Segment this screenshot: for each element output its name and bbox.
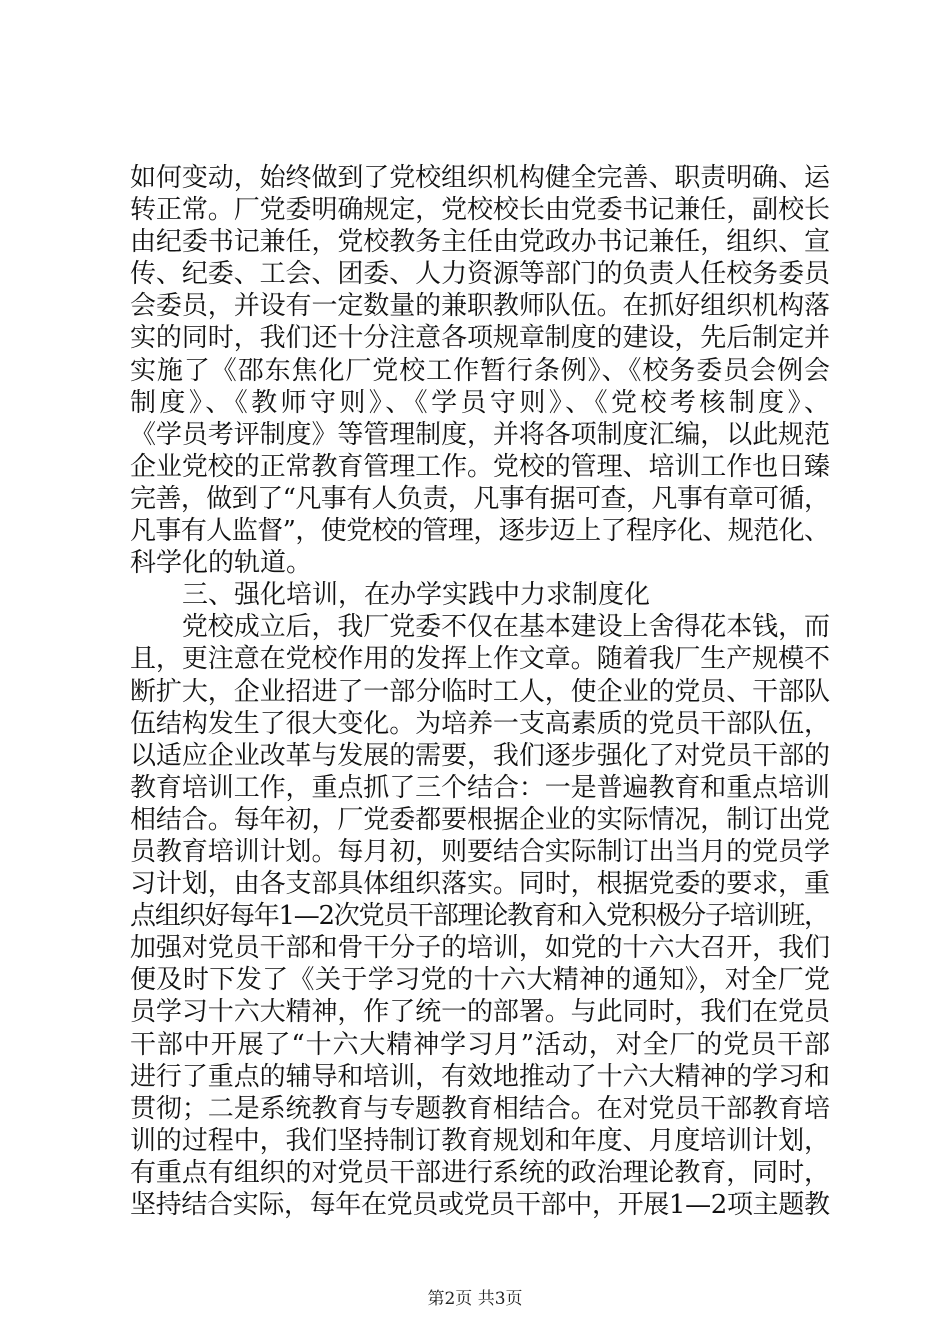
body-text-line: 凡事有人监督”，使党校的管理，逐步迈上了程序化、规范化、 — [130, 516, 830, 547]
body-text-line: 由纪委书记兼任，党校教务主任由党政办书记兼任，组织、宣 — [130, 227, 830, 258]
body-text-line: 党校成立后，我厂党委不仅在基本建设上舍得花本钱，而 — [130, 612, 830, 643]
body-text-line: 员教育培训计划。每月初，则要结合实际制订出当月的党员学 — [130, 836, 830, 867]
body-text-line: 传、纪委、工会、团委、人力资源等部门的负责人任校务委员 — [130, 259, 830, 290]
document-body — [130, 162, 834, 1221]
body-text-line: 教育培训工作，重点抓了三个结合：一是普遍教育和重点培训 — [130, 772, 830, 803]
body-text-line: 相结合。每年初，厂党委都要根据企业的实际情况，制订出党 — [130, 804, 830, 835]
body-text-line: 实施了《邵东焦化厂党校工作暂行条例》、《校务委员会例会 — [130, 355, 831, 386]
body-text-line: 且，更注意在党校作用的发挥上作文章。随着我厂生产规模不 — [130, 644, 830, 675]
body-text-line: 《学员考评制度》等管理制度，并将各项制度汇编，以此规范 — [130, 419, 830, 450]
section-heading: 三、强化培训，在办学实践中力求制度化 — [130, 580, 651, 611]
body-text-line: 科学化的轨道。 — [130, 548, 313, 579]
body-text-line: 制度》、《教师守则》、《学员守则》、《党校考核制度》、 — [130, 387, 834, 418]
body-text-line: 以适应企业改革与发展的需要，我们逐步强化了对党员干部的 — [130, 740, 830, 771]
body-text-line: 如何变动，始终做到了党校组织机构健全完善、职责明确、运 — [130, 163, 830, 193]
body-text-line: 点组织好每年1—2次党员干部理论教育和入党积极分子培训班， — [130, 901, 829, 932]
page-footer: 第2页 共3页 — [427, 1289, 523, 1309]
body-text-line: 会委员，并设有一定数量的兼职教师队伍。在抓好组织机构落 — [130, 291, 830, 322]
body-text-line: 转正常。厂党委明确规定，党校校长由党委书记兼任，副校长 — [130, 195, 830, 226]
body-text-line: 加强对党员干部和骨干分子的培训，如党的十六大召开，我们 — [130, 933, 830, 964]
body-text-line: 断扩大，企业招进了一部分临时工人，使企业的党员、干部队 — [130, 676, 830, 707]
body-text-line: 实的同时，我们还十分注意各项规章制度的建设，先后制定并 — [130, 323, 830, 354]
body-text-line: 训的过程中，我们坚持制订教育规划和年度、月度培训计划， — [130, 1125, 830, 1156]
body-text-line: 伍结构发生了很大变化。为培养一支高素质的党员干部队伍， — [130, 708, 830, 739]
body-text-line: 进行了重点的辅导和培训，有效地推动了十六大精神的学习和 — [130, 1061, 830, 1092]
body-text-line: 坚持结合实际，每年在党员或党员干部中，开展1—2项主题教 — [130, 1190, 830, 1220]
body-text-line: 有重点有组织的对党员干部进行系统的政治理论教育，同时， — [130, 1157, 830, 1188]
body-text-line: 便及时下发了《关于学习党的十六大精神的通知》，对全厂党 — [130, 965, 831, 996]
body-text-line: 习计划，由各支部具体组织落实。同时，根据党委的要求，重 — [130, 869, 830, 900]
body-text-line: 贯彻；二是系统教育与专题教育相结合。在对党员干部教育培 — [130, 1093, 830, 1124]
body-text-line: 完善，做到了“凡事有人负责，凡事有据可查，凡事有章可循， — [130, 483, 830, 514]
body-text-line: 干部中开展了“十六大精神学习月”活动，对全厂的党员干部 — [130, 1029, 831, 1060]
body-text-line: 企业党校的正常教育管理工作。党校的管理、培训工作也日臻 — [130, 451, 830, 482]
body-text-line: 员学习十六大精神，作了统一的部署。与此同时，我们在党员 — [130, 997, 830, 1028]
